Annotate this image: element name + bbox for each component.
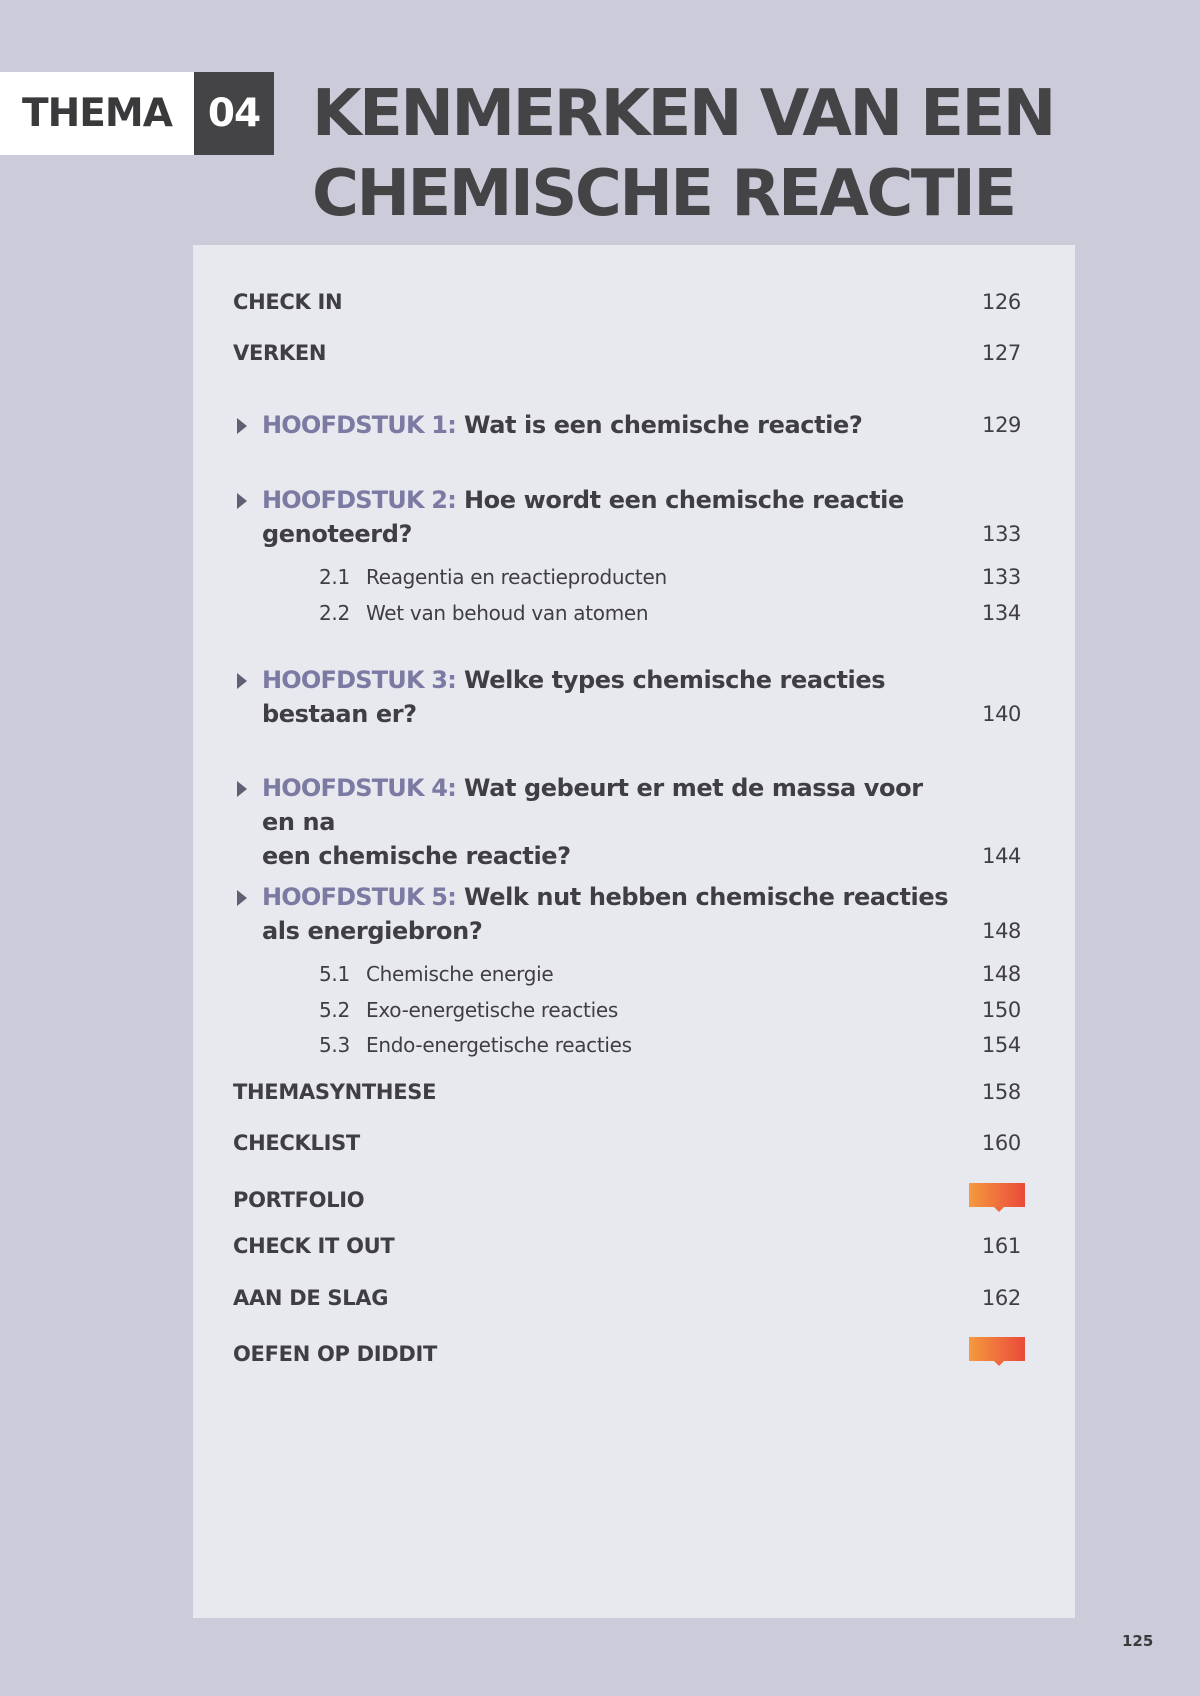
table-of-contents bbox=[193, 245, 1075, 1618]
page-title bbox=[312, 74, 1132, 234]
chevron-right-icon bbox=[237, 493, 247, 509]
chapter-label: HOOFDSTUK 5: bbox=[262, 883, 457, 911]
chapter-title-continued: bestaan er? bbox=[262, 700, 417, 728]
chapter-title: Wat gebeurt er met de massa voor en na bbox=[262, 774, 923, 836]
toc-item-label: AAN DE SLAG bbox=[233, 1286, 389, 1310]
section-number: 5.2 bbox=[319, 998, 350, 1022]
section-number: 5.3 bbox=[319, 1033, 350, 1057]
toc-item-themasynthese[interactable] bbox=[233, 1080, 1021, 1104]
chapter-page: 140 bbox=[982, 702, 1021, 726]
toc-item-page: 160 bbox=[981, 1131, 1021, 1155]
chapter-label: HOOFDSTUK 4: bbox=[262, 774, 457, 802]
section-number: 5.1 bbox=[319, 962, 350, 986]
toc-chapter-4[interactable] bbox=[233, 771, 1021, 873]
chapter-title-continued: genoteerd? bbox=[262, 520, 412, 548]
toc-item-checklist[interactable] bbox=[233, 1131, 1021, 1155]
section-page: 148 bbox=[981, 962, 1021, 986]
chapter-title-continued: een chemische reactie? bbox=[262, 842, 571, 870]
toc-item-page: 126 bbox=[981, 290, 1021, 314]
chapter-label: HOOFDSTUK 1: bbox=[262, 411, 457, 439]
section-page: 154 bbox=[981, 1033, 1021, 1057]
toc-item-check-it-out[interactable] bbox=[233, 1234, 1021, 1258]
chapter-title: Welk nut hebben chemische reacties bbox=[463, 883, 949, 911]
section-number: 2.1 bbox=[319, 565, 350, 589]
chapter-title: Wat is een chemische reactie? bbox=[463, 411, 863, 439]
toc-item-page: 158 bbox=[981, 1080, 1021, 1104]
chevron-right-icon bbox=[237, 418, 247, 434]
toc-item-label: PORTFOLIO bbox=[233, 1188, 365, 1212]
chevron-right-icon bbox=[237, 781, 247, 797]
toc-chapter-1[interactable] bbox=[233, 408, 1021, 442]
toc-section-5-2[interactable] bbox=[319, 998, 1021, 1022]
chapter-page: 133 bbox=[982, 522, 1021, 546]
chapter-page: 148 bbox=[982, 919, 1021, 943]
chapter-label: HOOFDSTUK 2: bbox=[262, 486, 457, 514]
toc-chapter-3[interactable] bbox=[233, 663, 1021, 731]
toc-item-page: 127 bbox=[981, 341, 1021, 365]
toc-chapter-5[interactable] bbox=[233, 880, 1021, 948]
section-number: 2.2 bbox=[319, 601, 350, 625]
toc-section-5-1[interactable] bbox=[319, 962, 1021, 986]
toc-item-page: 162 bbox=[981, 1286, 1021, 1310]
section-title: Chemische energie bbox=[366, 962, 554, 986]
toc-item-label: VERKEN bbox=[233, 341, 327, 365]
toc-item-label: THEMASYNTHESE bbox=[233, 1080, 437, 1104]
chapter-title: Hoe wordt een chemische reactie bbox=[463, 486, 904, 514]
toc-item-label: OEFEN OP DIDDIT bbox=[233, 1342, 438, 1366]
toc-item-aan-de-slag[interactable] bbox=[233, 1286, 1021, 1310]
toc-item-verken[interactable] bbox=[233, 341, 1021, 365]
page-title-line-1: KENMERKEN VAN EEN bbox=[312, 77, 1054, 151]
toc-item-portfolio[interactable] bbox=[233, 1183, 1021, 1212]
chevron-right-icon bbox=[237, 673, 247, 689]
section-page: 150 bbox=[981, 998, 1021, 1022]
toc-section-2-2[interactable] bbox=[319, 601, 1021, 625]
toc-item-page: 161 bbox=[981, 1234, 1021, 1258]
toc-item-label: CHECK IT OUT bbox=[233, 1234, 395, 1258]
section-page: 133 bbox=[981, 565, 1021, 589]
chapter-page: 144 bbox=[982, 844, 1021, 868]
online-flag-icon[interactable] bbox=[969, 1337, 1025, 1361]
toc-chapter-2[interactable] bbox=[233, 483, 1021, 551]
chapter-page: 129 bbox=[982, 413, 1021, 437]
chapter-title-continued: als energiebron? bbox=[262, 917, 483, 945]
chapter-title: Welke types chemische reacties bbox=[463, 666, 886, 694]
chapter-label: HOOFDSTUK 3: bbox=[262, 666, 457, 694]
online-flag-icon[interactable] bbox=[969, 1183, 1025, 1207]
section-title: Exo-energetische reacties bbox=[366, 998, 618, 1022]
toc-item-oefen-op-diddit[interactable] bbox=[233, 1337, 1021, 1366]
chevron-right-icon bbox=[237, 890, 247, 906]
toc-item-label: CHECKLIST bbox=[233, 1131, 360, 1155]
thema-number: 04 bbox=[194, 72, 274, 155]
toc-section-5-3[interactable] bbox=[319, 1033, 1021, 1057]
toc-item-check-in[interactable] bbox=[233, 290, 1021, 314]
toc-section-2-1[interactable] bbox=[319, 565, 1021, 589]
section-title: Wet van behoud van atomen bbox=[366, 601, 649, 625]
section-title: Endo-energetische reacties bbox=[366, 1033, 632, 1057]
thema-label: THEMA bbox=[0, 72, 194, 155]
toc-item-label: CHECK IN bbox=[233, 290, 343, 314]
page-number: 125 bbox=[1122, 1632, 1154, 1650]
page-title-line-2: CHEMISCHE REACTIE bbox=[312, 157, 1015, 231]
section-title: Reagentia en reactieproducten bbox=[366, 565, 667, 589]
section-page: 134 bbox=[981, 601, 1021, 625]
